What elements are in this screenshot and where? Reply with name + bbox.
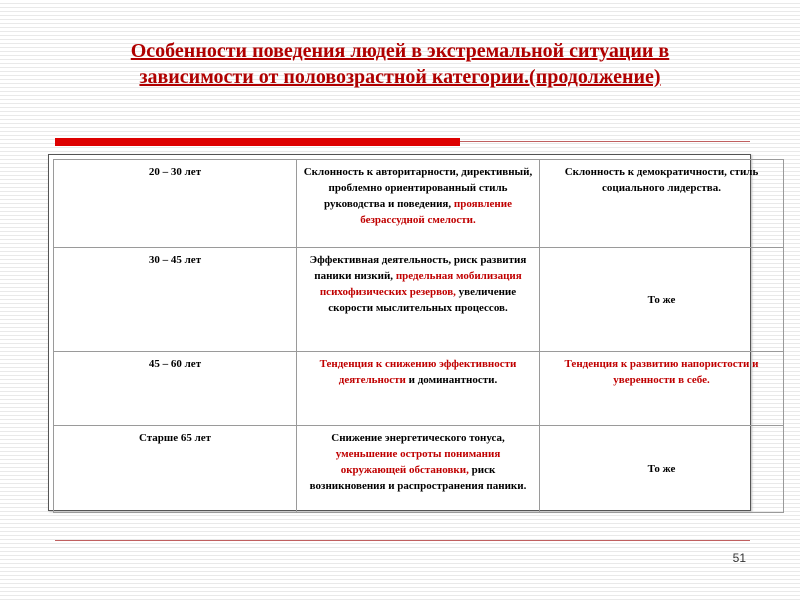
behavior-table-frame: [48, 154, 759, 511]
slide-title-line-2: зависимости от половозрастной категории.(продолжение): [139, 66, 661, 88]
style-text-highlight: Тенденция к развитию напористости и уверенности в себе.: [564, 358, 759, 386]
style-cell: [540, 426, 784, 513]
behavior-cell: [297, 160, 540, 248]
table-row: [54, 248, 784, 352]
age-label: 20 – 30 лет: [148, 166, 202, 178]
slide-title-line-1: Особенности поведения людей в экстремальной ситуации в: [130, 40, 670, 62]
behavior-cell: [297, 426, 540, 513]
slide-title: [60, 38, 740, 90]
age-label: 45 – 60 лет: [148, 358, 202, 370]
age-label: Старше 65 лет: [138, 432, 212, 444]
behavior-cell: [297, 248, 540, 352]
age-cell: [54, 160, 297, 248]
behavior-text: увеличение скорости мыслительных процессов.: [328, 286, 517, 314]
behavior-text: Эффективная деятельность, риск развития паники низкий,: [309, 254, 527, 282]
style-cell: [540, 248, 784, 352]
behavior-text: риск возникновения и распространения паники.: [309, 464, 527, 492]
behavior-table: [53, 159, 784, 513]
red-accent-bar: [55, 138, 460, 146]
behavior-text: Снижение энергетического тонуса,: [331, 432, 505, 444]
table-row: [54, 426, 784, 513]
behavior-text-highlight: уменьшение остроты понимания окружающей обстановки,: [335, 448, 501, 476]
page-number: 51: [732, 551, 746, 565]
age-cell: [54, 248, 297, 352]
behavior-text-highlight: проявление безрассудной смелости.: [360, 198, 512, 226]
age-cell: [54, 426, 297, 513]
behavior-text-highlight: предельная мобилизация психофизических резервов,: [319, 270, 522, 298]
table-row: [54, 352, 784, 426]
age-cell: [54, 352, 297, 426]
style-text: Склонность к демократичности, стиль социального лидерства.: [564, 166, 759, 194]
style-cell: [540, 352, 784, 426]
behavior-text: и доминантности.: [408, 374, 498, 386]
age-label: 30 – 45 лет: [148, 254, 202, 266]
style-text: То же: [647, 463, 676, 475]
behavior-cell: [297, 352, 540, 426]
behavior-text-highlight: Тенденция к снижению эффективности деятельности: [319, 358, 517, 386]
thin-divider-bottom: [55, 540, 750, 541]
style-cell: [540, 160, 784, 248]
style-text: То же: [647, 293, 676, 306]
thin-divider-top: [460, 141, 750, 142]
table-row: [54, 160, 784, 248]
behavior-text: Склонность к авторитарности, директивный, проблемно ориентированный стиль руководства и поведения,: [303, 166, 533, 210]
